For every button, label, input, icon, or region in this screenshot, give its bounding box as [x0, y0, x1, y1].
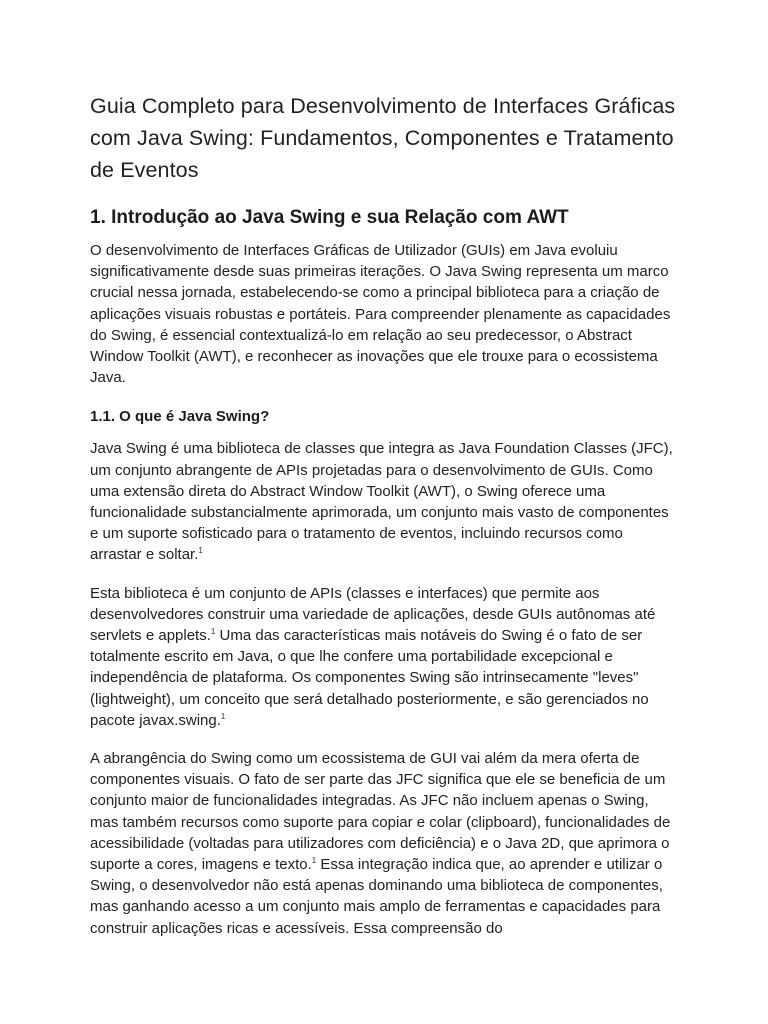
- footnote-reference: 1: [311, 856, 317, 866]
- document-title: Guia Completo para Desenvolvimento de Interfaces Gráficas com Java Swing: Fundamentos, Componentes e Tratamento de Eventos: [90, 94, 676, 182]
- footnote-reference: 1: [210, 627, 216, 637]
- paragraph-text: Java Swing é uma biblioteca de classes que integra as Java Foundation Classes (JFC), um conjunto abrangente de APIs projetadas para o desenvolvimento de GUIs. Como uma extensão direta do Abstract Window Toolkit (AWT), o Swing oferece uma funcionalidade substancialmente aprimorada, um conjunto mais vasto de componentes e um suporte sofisticado para o tratamento de eventos, incluindo recursos como arrastar e soltar.: [90, 440, 673, 564]
- section-heading-introduction: 1. Introdução ao Java Swing e sua Relação com AWT: [90, 207, 569, 228]
- paragraph-text: Esta biblioteca é um conjunto de APIs (classes e interfaces) que permite aos desenvolvedores construir uma variedade de aplicações, desde GUIs autônomas até servlets e applets.: [90, 584, 656, 645]
- subsection-heading-what-is-swing: 1.1. O que é Java Swing?: [90, 408, 270, 426]
- paragraph-swing-apis: [90, 583, 678, 731]
- intro-paragraph: O desenvolvimento de Interfaces Gráficas de Utilizador (GUIs) em Java evoluiu significativamente desde suas primeiras iterações. O Java Swing representa um marco crucial nessa jornada, estabelecendo-se como a principal biblioteca para a criação de aplicações visuais robustas e portáteis. Para compreender plenamente as capacidades do Swing, é essencial contextualizá-lo em relação ao seu predecessor, o Abstract Window Toolkit (AWT), e reconhecer as inovações que ele trouxe para o ecossistema Java.: [90, 242, 671, 387]
- paragraph-text: A abrangência do Swing como um ecossistema de GUI vai além da mera oferta de componentes visuais. O fato de ser parte das JFC significa que ele se beneficia de um conjunto maior de funcionalidades integradas. As JFC não incluem apenas o Swing, mas também recursos como suporte para copiar e colar (clipboard), funcionalidades de acessibilidade (voltadas para utilizadores com deficiência) e o Java 2D, que aprimora o suporte a cores, imagens e texto.: [90, 750, 671, 874]
- footnote-reference: 1: [198, 546, 203, 556]
- paragraph-text: Essa integração indica que, ao aprender e utilizar o Swing, o desenvolvedor não está apenas dominando uma biblioteca de componentes, mas ganhando acesso a um conjunto mais amplo de ferramentas e capacidades para construir aplicações ricas e acessíveis. Essa compreensão do: [90, 856, 663, 937]
- paragraph-swing-definition: [90, 438, 678, 565]
- footnote-reference: 1: [220, 711, 226, 721]
- paragraph-swing-ecosystem: [90, 748, 678, 939]
- paragraph-text: Uma das características mais notáveis do Swing é o fato de ser totalmente escrito em Java, o que lhe confere uma portabilidade excepcional e independência de plataforma. Os componentes Swing são intrinsecamente "leves" (lightweight), um conceito que será detalhado posteriormente, e são gerenciados no pacote javax.swing.: [90, 627, 649, 729]
